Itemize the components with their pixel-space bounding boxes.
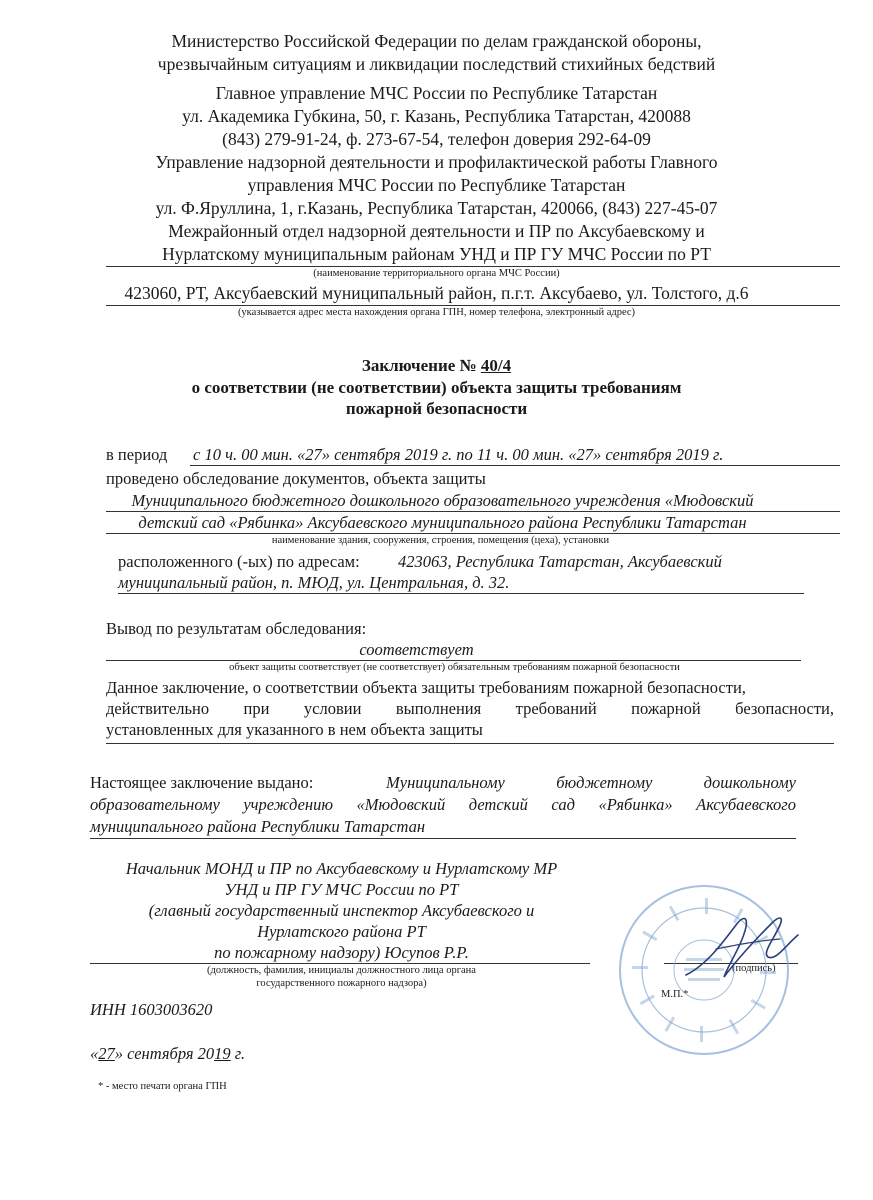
validity-underline — [106, 743, 834, 744]
conducted-text: проведено обследование документов, объекта защиты — [106, 469, 486, 488]
ministry-line-2: чрезвычайным ситуациям и ликвидации последствий стихийных бедствий — [157, 54, 716, 74]
address-underline — [106, 305, 840, 306]
title-number: 40/4 — [480, 356, 512, 375]
issued-label: Настоящее заключение выдано: — [90, 773, 314, 792]
signatory-caption-1: (должность, фамилия, инициалы должностного лица органа — [207, 965, 476, 976]
gu-line-3: (843) 279-91-24, ф. 273-67-54, телефон доверия 292-64-09 — [222, 129, 651, 149]
address-caption: (указывается адрес места нахождения органа ГПН, номер телефона, электронный адрес) — [237, 307, 636, 318]
mond-line-1: Межрайонный отдел надзорной деятельности и ПР по Аксубаевскому и — [168, 221, 705, 241]
signatory-line-3: (главный государственный инспектор Аксубаевского и — [148, 901, 535, 920]
date-month-century: » сентября 20 — [114, 1044, 215, 1063]
inn-text: ИНН 1603003620 — [90, 1000, 213, 1019]
date-open-quote: « — [90, 1044, 99, 1063]
issued-value-line-2: образовательному учреждению «Мюдовский детский сад «Рябинка» Аксубаевского — [90, 795, 796, 814]
document-title — [0, 356, 873, 376]
object-underline-2 — [106, 533, 840, 534]
signatory-line-4: Нурлатского района РТ — [257, 922, 426, 941]
validity-line-2: действительно при условии выполнения требований пожарной безопасности, — [106, 699, 834, 718]
organ-address: 423060, РТ, Аксубаевский муниципальный район, п.г.т. Аксубаево, ул. Толстого, д.6 — [124, 283, 749, 303]
signatory-line-5: по пожарному надзору) Юсупов Р.Р. — [214, 943, 469, 962]
title-prefix: Заключение № — [361, 356, 481, 375]
und-line-2: управления МЧС России по Республике Татарстан — [247, 175, 626, 195]
validity-line-3: установленных для указанного в нем объекта защиты — [106, 720, 483, 739]
ministry-line-1: Министерство Российской Федерации по делам гражданской обороны, — [171, 31, 702, 51]
gu-line-2: ул. Академика Губкина, 50, г. Казань, Республика Татарстан, 420088 — [182, 106, 691, 126]
date-tail: г. — [230, 1044, 246, 1063]
handwritten-signature — [676, 905, 806, 995]
stamp-label: М.П.* — [661, 989, 689, 1000]
issued-value-line-3: муниципального района Республики Татарстан — [90, 817, 426, 836]
period-label: в период — [106, 445, 168, 464]
conclusion-caption: объект защиты соответствует (не соответствует) обязательным требованиям пожарной безопасности — [229, 662, 680, 673]
validity-line-1: Данное заключение, о соответствии объекта защиты требованиям пожарной безопасности, — [106, 678, 746, 697]
signatory-line-1: Начальник МОНД и ПР по Аксубаевскому и Нурлатскому МР — [125, 859, 558, 878]
issued-underline — [90, 838, 796, 839]
object-address-line-2: муниципальный район, п. МЮД, ул. Центральная, д. 32. — [118, 573, 510, 592]
object-name-line-1: Муниципального бюджетного дошкольного образовательного учреждения «Мюдовский — [131, 491, 754, 510]
und-line-1: Управление надзорной деятельности и профилактической работы Главного — [155, 152, 718, 172]
issue-date — [90, 1044, 245, 1064]
signature-caption: (подпись) — [732, 963, 776, 974]
gu-line-1: Главное управление МЧС России по Республике Татарстан — [215, 83, 658, 103]
title-line-3: пожарной безопасности — [345, 399, 528, 418]
conclusion-value: соответствует — [359, 640, 474, 659]
und-line-3: ул. Ф.Яруллина, 1, г.Казань, Республика Татарстан, 420066, (843) 227-45-07 — [155, 198, 718, 218]
organ-underline — [106, 266, 840, 267]
mond-line-2: Нурлатскому муниципальным районам УНД и ПР ГУ МЧС России по РТ — [162, 244, 711, 264]
period-underline — [190, 465, 840, 466]
title-line-2: о соответствии (не соответствии) объекта защиты требованиям — [191, 378, 682, 397]
date-year-suffix: 19 — [214, 1044, 231, 1063]
object-address-underline — [118, 593, 804, 594]
footnote: * - место печати органа ГПН — [98, 1081, 227, 1092]
signatory-underline — [90, 963, 590, 964]
object-address-line-1: 423063, Республика Татарстан, Аксубаевский — [398, 552, 722, 571]
issued-value-line-1: Муниципальному бюджетному дошкольному — [386, 773, 796, 792]
period-value: с 10 ч. 00 мин. «27» сентября 2019 г. по 11 ч. 00 мин. «27» сентября 2019 г. — [193, 445, 724, 464]
conclusion-underline — [106, 660, 801, 661]
date-day: 27 — [98, 1044, 115, 1063]
object-underline-1 — [106, 511, 840, 512]
conclusion-label: Вывод по результатам обследования: — [106, 619, 367, 638]
signatory-caption-2: государственного пожарного надзора) — [256, 978, 427, 989]
located-label: расположенного (-ых) по адресам: — [118, 552, 360, 571]
object-name-line-2: детский сад «Рябинка» Аксубаевского муниципального района Республики Татарстан — [138, 513, 747, 532]
organ-caption: (наименование территориального органа МЧС России) — [313, 268, 560, 279]
object-caption: наименование здания, сооружения, строения, помещения (цеха), установки — [271, 535, 610, 546]
signatory-line-2: УНД и ПР ГУ МЧС России по РТ — [224, 880, 459, 899]
